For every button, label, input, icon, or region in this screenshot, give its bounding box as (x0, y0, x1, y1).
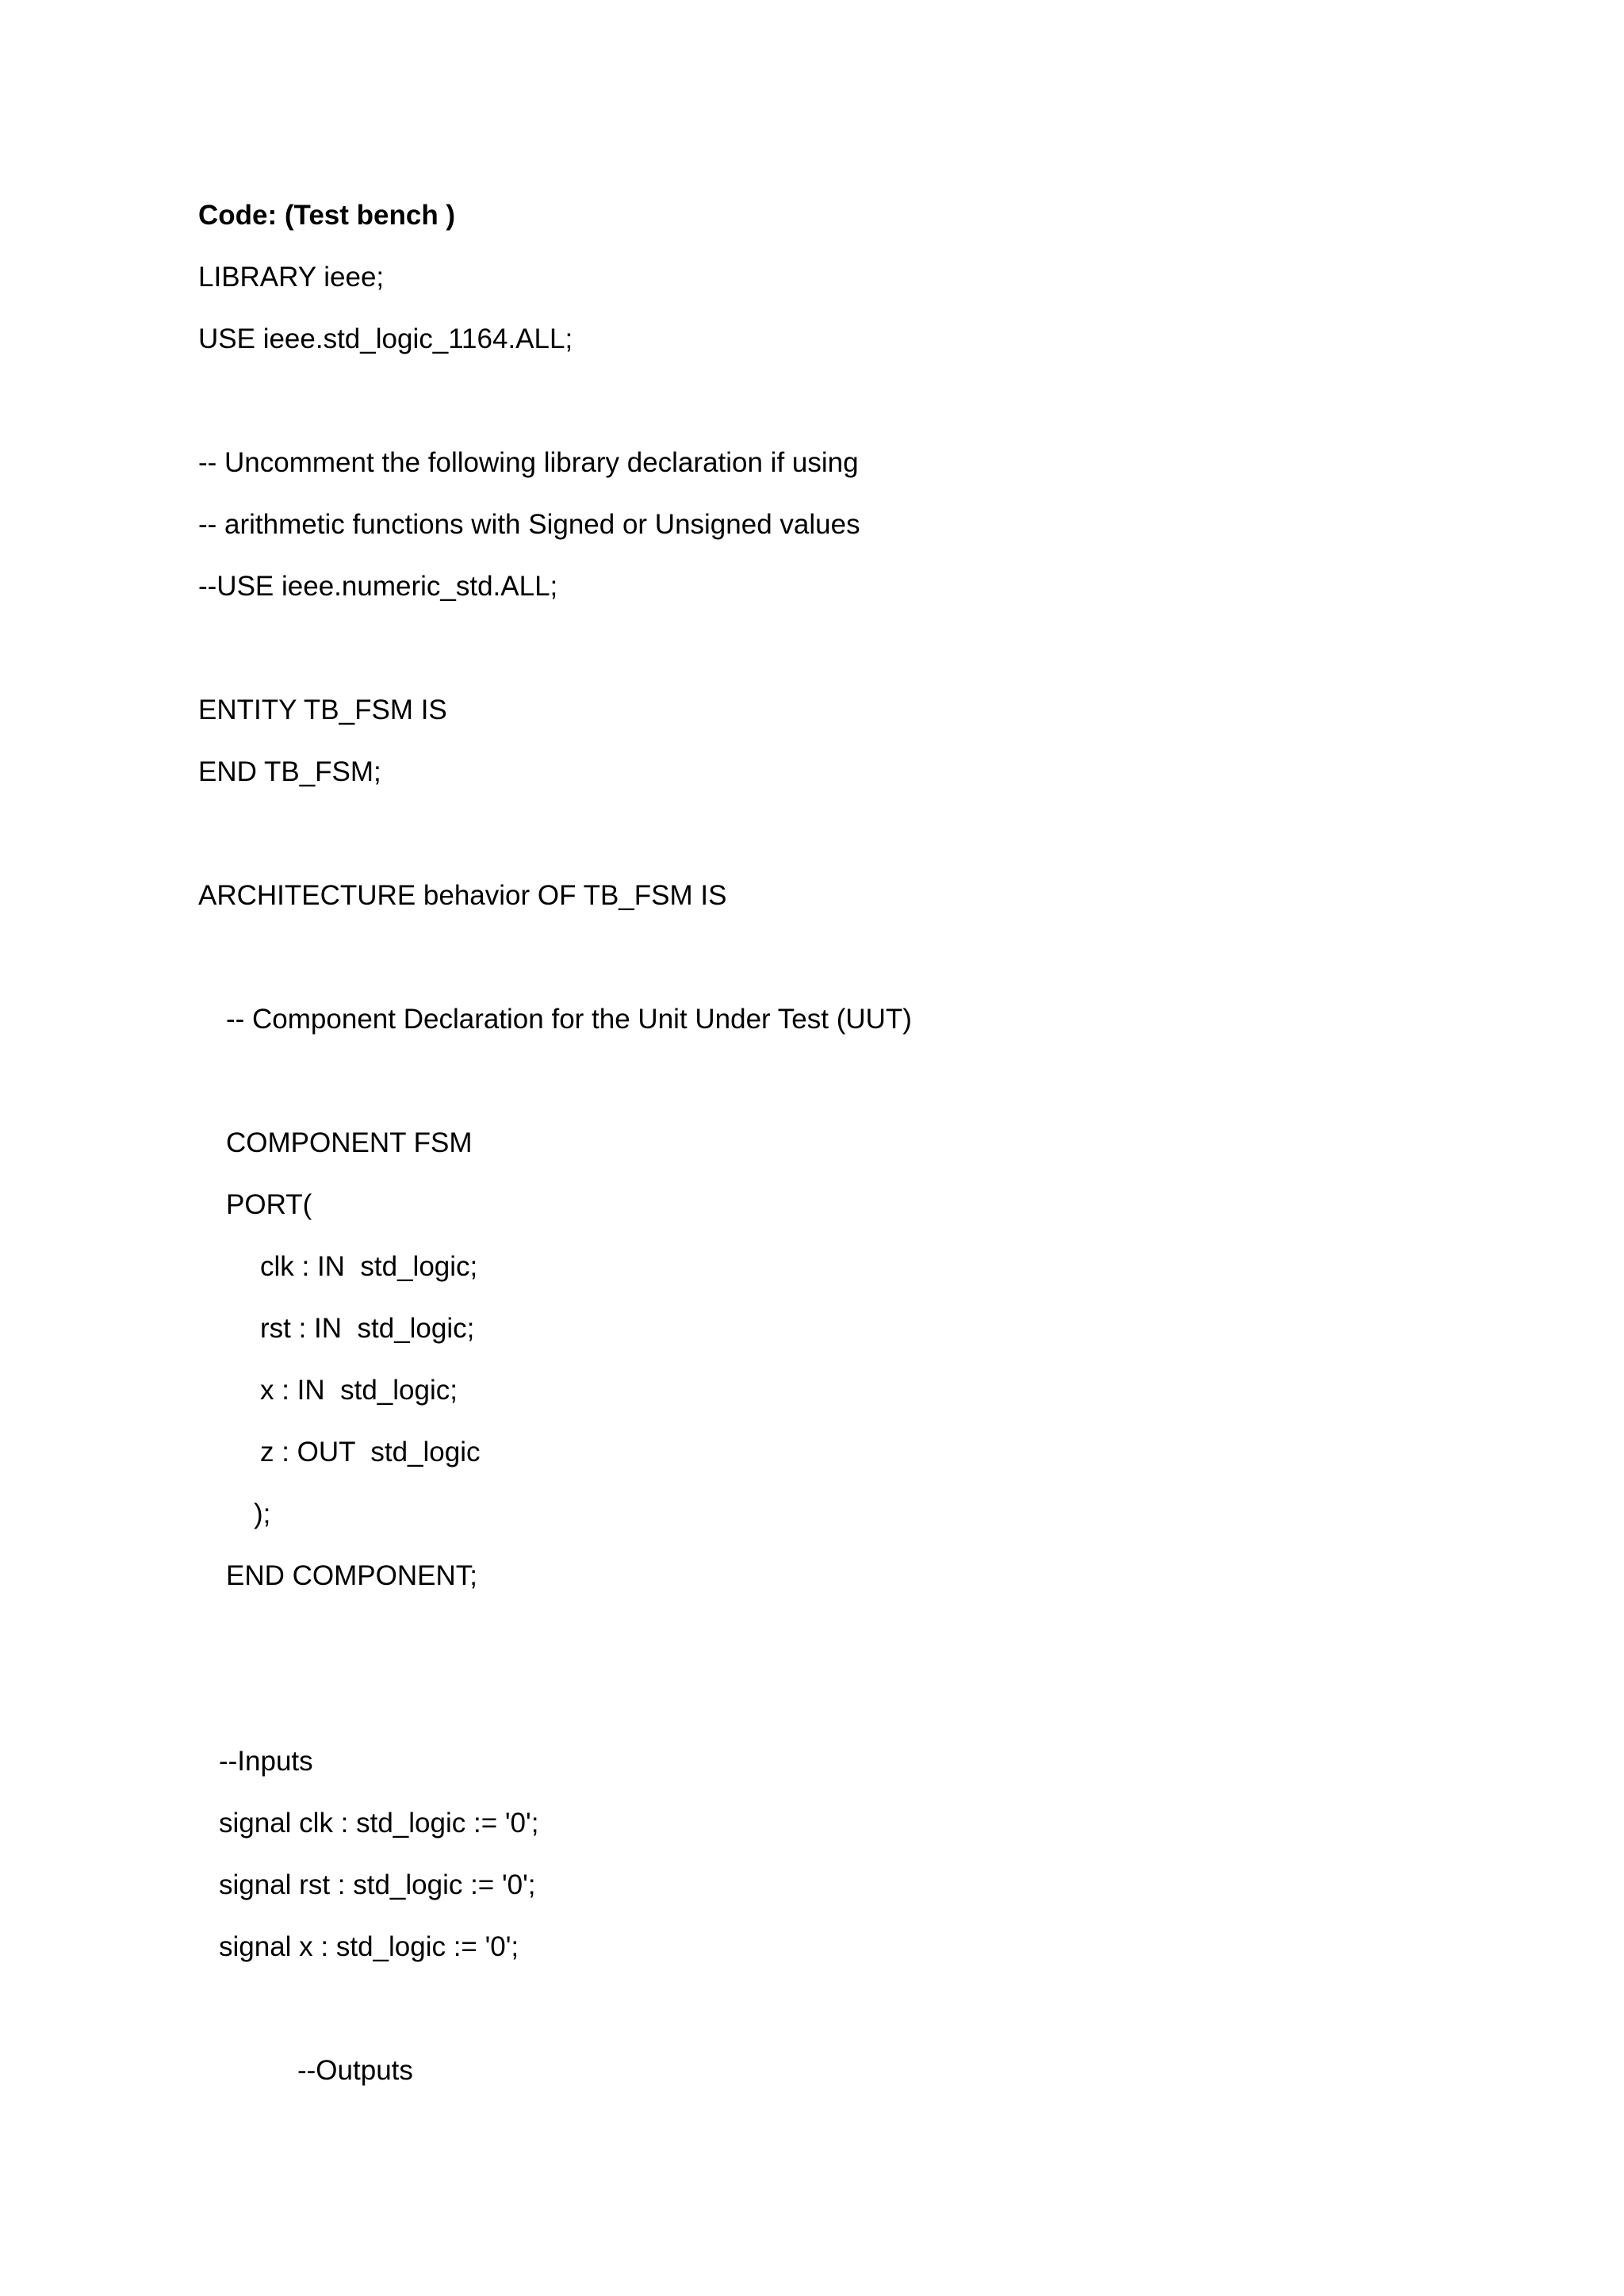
code-line: END COMPONENT; (226, 1560, 477, 1591)
code-line: END TB_FSM; (198, 756, 381, 787)
code-line: COMPONENT FSM (226, 1127, 473, 1158)
code-line: signal clk : std_logic := '0'; (219, 1808, 539, 1839)
code-line: signal x : std_logic := '0'; (219, 1931, 519, 1962)
code-line: x : IN std_logic; (260, 1375, 458, 1406)
code-line: LIBRARY ieee; (198, 262, 385, 293)
code-line: --Inputs (219, 1746, 313, 1777)
code-line: z : OUT std_logic (260, 1437, 481, 1468)
code-heading: Code: (Test bench ) (198, 200, 456, 231)
code-line: signal rst : std_logic := '0'; (219, 1869, 536, 1900)
code-line: ); (254, 1498, 271, 1529)
code-line: --Outputs (297, 2055, 413, 2086)
code-line: -- Uncomment the following library declaration if using (198, 447, 859, 478)
code-line: USE ieee.std_logic_1164.ALL; (198, 323, 573, 354)
code-line: PORT( (226, 1189, 312, 1220)
code-line: --USE ieee.numeric_std.ALL; (198, 571, 558, 602)
code-line: ARCHITECTURE behavior OF TB_FSM IS (198, 880, 727, 911)
code-line: rst : IN std_logic; (260, 1313, 475, 1344)
code-line: -- Component Declaration for the Unit Under Test (UUT) (226, 1004, 912, 1035)
code-line: -- arithmetic functions with Signed or Unsigned values (198, 509, 860, 540)
code-line: clk : IN std_logic; (260, 1251, 478, 1282)
code-line: ENTITY TB_FSM IS (198, 695, 447, 725)
